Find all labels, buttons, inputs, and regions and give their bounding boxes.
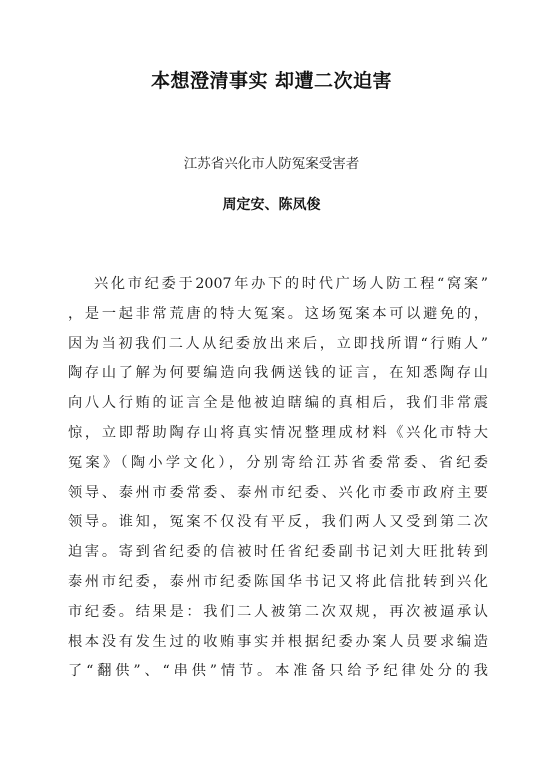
body-line: 惊，立即帮助陶存山将真实情况整理成材料《兴化市特大 bbox=[68, 424, 488, 441]
author-names: 周定安、陈凤俊 bbox=[222, 197, 321, 213]
document-title: 本想澄清事实 却遭二次迫害 bbox=[150, 70, 393, 92]
body-line: 兴化市纪委于2007年办下的时代广场人防工程“窝案” bbox=[94, 276, 488, 292]
body-line: ，是一起非常荒唐的特大冤案。这场冤案本可以避免的， bbox=[68, 305, 488, 322]
body-line: 因为当初我们二人从纪委放出来后，立即找所谓“行贿人” bbox=[68, 335, 488, 352]
body-text bbox=[68, 270, 488, 687]
body-line: 冤案》（陶小学文化），分别寄给江苏省委常委、省纪委 bbox=[68, 454, 488, 471]
body-line: 泰州市纪委，泰州市纪委陈国华书记又将此信批转到兴化 bbox=[68, 573, 488, 590]
body-line: 迫害。寄到省纪委的信被时任省纪委副书记刘大旺批转到 bbox=[68, 544, 488, 561]
body-line: 领导。谁知，冤案不仅没有平反，我们两人又受到第二次 bbox=[68, 514, 488, 531]
body-line: 市纪委。结果是：我们二人被第二次双规，再次被逼承认 bbox=[68, 603, 488, 620]
body-line: 领导、泰州市委常委、泰州市纪委、兴化市委市政府主要 bbox=[68, 484, 488, 501]
body-line: 根本没有发生过的收贿事实并根据纪委办案人员要求编造 bbox=[68, 633, 488, 650]
body-line: 了“翻供”、“串供”情节。本准备只给予纪律处分的我 bbox=[68, 663, 488, 680]
body-line: 向八人行贿的证言全是他被迫瞎编的真相后，我们非常震 bbox=[68, 395, 488, 412]
body-line: 陶存山了解为何要编造向我俩送钱的证言，在知悉陶存山 bbox=[68, 365, 488, 382]
author-organization: 江苏省兴化市人防冤案受害者 bbox=[183, 156, 360, 172]
